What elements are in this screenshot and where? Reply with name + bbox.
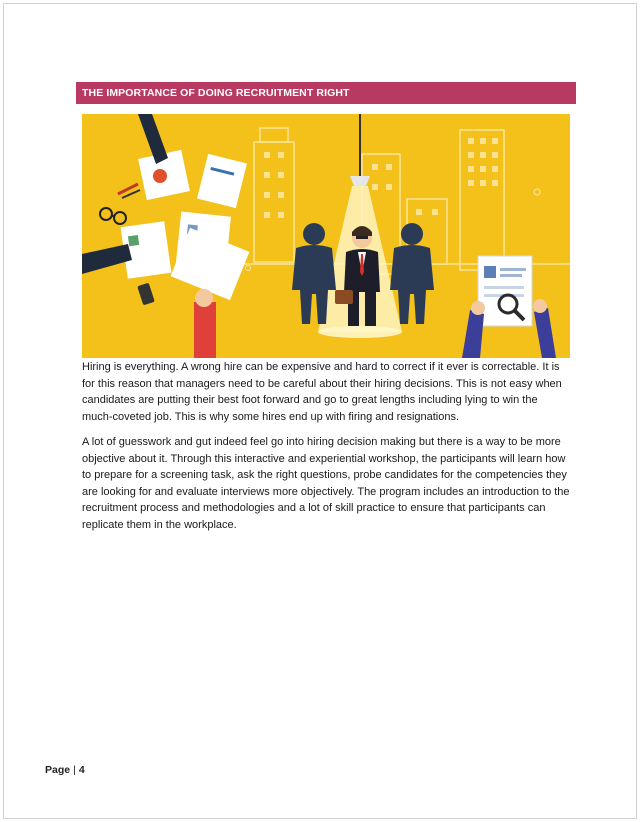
section-heading: THE IMPORTANCE OF DOING RECRUITMENT RIGHT	[76, 82, 576, 104]
page-footer	[45, 764, 85, 776]
page-number: 4	[78, 764, 85, 776]
recruitment-illustration	[82, 114, 570, 358]
page-label: Page	[45, 764, 71, 776]
page-separator: |	[73, 764, 76, 776]
paragraph: A lot of guesswork and gut indeed feel go into hiring decision making but there is a way to be more objective about it. Through this interactive and experiential workshop, the participants will learn how to prepare for a screening task, ask the right questions, probe candidates for the competencies they are looking for and evaluate interviews more objectively. The program includes an introduction to the recruitment process and methodologies and a lot of skill practice to ensure that participants can replicate them in the workplace.	[82, 436, 570, 531]
paragraph: Hiring is everything. A wrong hire can be expensive and hard to correct if it ever is correctable. It is for this reason that managers need to be careful about their hiring decisions. This is not easy when candidates are putting their best foot forward and go to great lengths including lying to win the much-coveted job. This is why some hires end up with firing and resignations.	[82, 361, 562, 423]
recruitment-hiring-icon	[82, 114, 570, 358]
body-text	[82, 359, 570, 542]
document-page	[3, 3, 637, 819]
